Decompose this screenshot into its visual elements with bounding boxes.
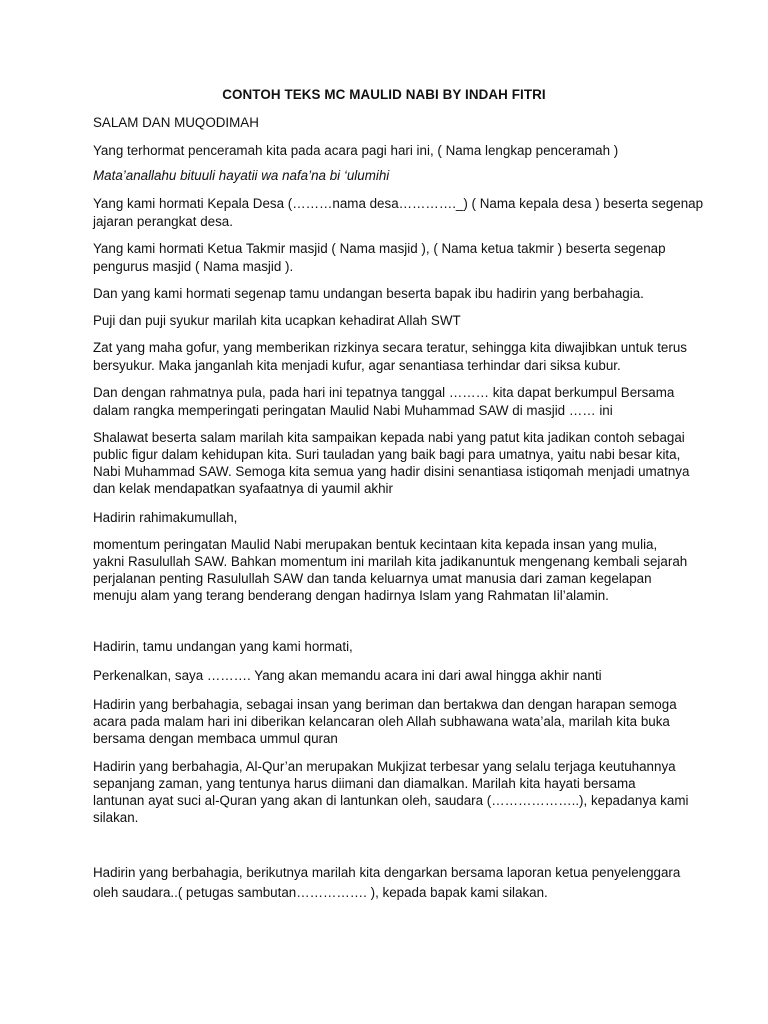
document-title: CONTOH TEKS MC MAULID NABI BY INDAH FITRI [222,87,546,102]
paragraph-line: silakan. [93,810,139,825]
paragraph-line: Yang terhormat penceramah kita pada acara pagi hari ini, ( Nama lengkap penceramah ) [93,143,619,158]
paragraph-line: dan kelak mendapatkan syafaatnya di yaumil akhir [93,481,393,496]
paragraph-line-italic: Mata’anallahu bituuli hayatii wa nafa’na bi ‘ulumihi [93,168,390,183]
paragraph-line: lantunan ayat suci al-Quran yang akan di lantunkan oleh, saudara (………………..), kepadanya kami [93,793,689,808]
paragraph-line: Dan yang kami hormati segenap tamu undangan beserta bapak ibu hadirin yang berbahagia. [93,286,644,301]
paragraph-line: acara pada malam hari ini diberikan kelancaran oleh Allah subhawana wata’ala, marilah kita buka [93,714,670,729]
section-heading: SALAM DAN MUQODIMAH [93,115,259,130]
paragraph-line: yakni Rasulullah SAW. Bahkan momentum ini marilah kita jadikanuntuk mengenang kembali sejarah [93,554,688,569]
paragraph-line: perjalanan penting Rasulullah SAW dan tanda keluarnya umat manusia dari zaman kegelapan [93,571,652,586]
paragraph-line: Shalawat beserta salam marilah kita sampaikan kepada nabi yang patut kita jadikan contoh sebagai [93,430,685,445]
paragraph-line: Hadirin rahimakumullah, [93,510,238,525]
paragraph-line: Yang kami hormati Kepala Desa (………nama desa…………._) ( Nama kepala desa ) beserta segenap [93,196,704,211]
paragraph-line: Hadirin yang berbahagia, sebagai insan yang beriman dan bertakwa dan dengan harapan semoga [93,697,677,712]
paragraph-line: Nabi Muhammad SAW. Semoga kita semua yang hadir disini senantiasa istiqomah menjadi umatnya [93,464,690,479]
paragraph-line: Puji dan puji syukur marilah kita ucapkan kehadirat Allah SWT [93,313,461,328]
paragraph-line: sepanjang zaman, yang tentunya harus diimani dan diamalkan. Marilah kita hayati bersama [93,776,636,791]
paragraph-line: momentum peringatan Maulid Nabi merupakan bentuk kecintaan kita kepada insan yang mulia, [93,537,658,552]
paragraph-line: Perkenalkan, saya ………. Yang akan memandu acara ini dari awal hingga akhir nanti [93,668,602,683]
paragraph-line: oleh saudara..( petugas sambutan……………. ), kepada bapak kami silakan. [93,885,548,900]
paragraph-line: dalam rangka memperingati peringatan Maulid Nabi Muhammad SAW di masjid …… ini [93,403,613,418]
paragraph-line: Yang kami hormati Ketua Takmir masjid ( Nama masjid ), ( Nama ketua takmir ) beserta segenap [93,241,666,256]
paragraph-line: pengurus masjid ( Nama masjid ). [93,259,294,274]
paragraph-line: bersama dengan membaca ummul quran [93,731,338,746]
paragraph-line: Dan dengan rahmatnya pula, pada hari ini tepatnya tanggal ……… kita dapat berkumpul Bersama [93,385,675,400]
paragraph-line: Zat yang maha gofur, yang memberikan rizkinya secara teratur, sehingga kita diwajibkan untuk terus [93,340,687,355]
paragraph-line: Hadirin yang berbahagia, berikutnya marilah kita dengarkan bersama laporan ketua penyelenggara [93,865,681,880]
paragraph-line: Hadirin, tamu undangan yang kami hormati, [93,639,353,654]
paragraph-line: Hadirin yang berbahagia, Al-Qur’an merupakan Mukjizat terbesar yang selalu terjaga keutuhannya [93,759,676,774]
paragraph-line: bersyukur. Maka janganlah kita menjadi kufur, agar senantiasa terhindar dari siksa kubur. [93,358,621,373]
paragraph-line: jajaran perangkat desa. [93,214,233,229]
paragraph-line: menuju alam yang terang benderang dengan hadirnya Islam yang Rahmatan Iil’alamin. [93,588,609,603]
paragraph-line: public figur dalam kehidupan kita. Suri tauladan yang baik bagi para umatnya, yaitu nabi besar kita, [93,447,681,462]
